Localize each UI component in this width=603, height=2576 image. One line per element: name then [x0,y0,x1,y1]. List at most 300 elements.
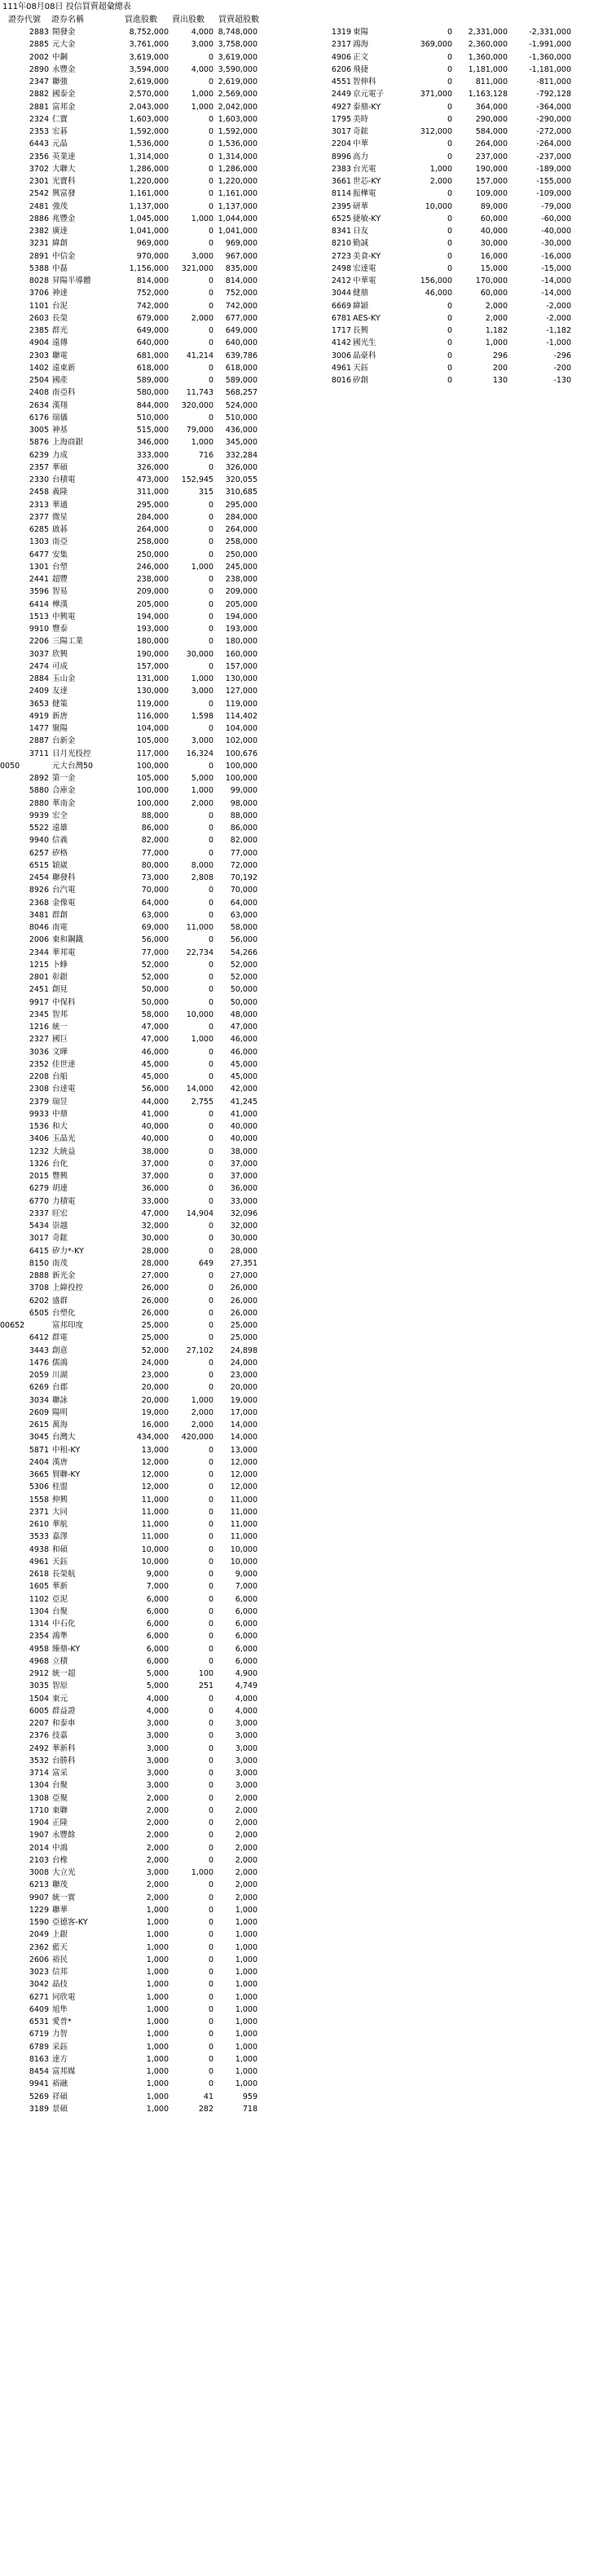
left-cell-sell: 41,214 [186,351,213,360]
left-cell-sell: 0 [208,1930,213,1940]
right-cell-buy: 2,000 [429,177,452,186]
left-cell-buy: 58,000 [141,1010,169,1019]
right-cell-name: 東陽 [353,28,369,37]
left-cell-code: 1590 [29,1918,49,1927]
left-cell-name: 中鋼 [52,52,68,62]
left-cell-buy: 580,000 [136,388,169,398]
left-cell-net: 1,220,000 [218,177,257,186]
left-cell-buy: 1,137,000 [129,201,169,211]
left-cell-code: 3481 [29,910,49,920]
left-cell-code: 2474 [29,661,49,671]
left-cell-net: 1,000 [235,1918,257,1927]
left-cell-sell: 1,000 [191,1395,213,1405]
left-cell-buy: 10,000 [141,1557,169,1566]
left-cell-net: 1,314,000 [218,152,257,161]
right-cell-buy: 10,000 [425,201,452,211]
left-cell-buy: 45,000 [141,1072,169,1081]
left-cell-name: 群益證 [52,1706,76,1716]
left-cell-buy: 434,000 [136,1433,169,1443]
left-cell-net: 14,000 [230,1421,257,1429]
left-cell-code: 6477 [29,550,49,559]
left-cell-name: 台泥 [52,301,68,311]
left-cell-sell: 0 [208,1222,213,1231]
right-cell-net: -79,000 [541,201,571,211]
left-cell-name: 聯強 [52,77,68,86]
left-cell-net: 17,000 [230,1407,257,1417]
left-cell-buy: 27,000 [141,1271,169,1280]
right-cell-sell: 264,000 [475,139,508,149]
left-cell-name: 國產 [52,376,68,385]
right-cell-name: 健鼎 [353,289,369,298]
left-cell-sell: 0 [208,1893,213,1902]
left-cell-net: 38,000 [230,1147,257,1156]
left-cell-sell: 8,000 [191,860,213,870]
left-cell-sell: 27,102 [186,1345,213,1355]
left-cell-buy: 6,000 [146,1619,169,1628]
left-cell-sell: 0 [208,886,213,895]
right-cell-name: 中華 [353,139,369,149]
left-cell-code: 2886 [29,214,49,223]
left-cell-sell: 0 [208,2004,213,2014]
left-cell-buy: 1,041,000 [129,227,169,236]
left-cell-name: 華南金 [52,798,76,808]
right-cell-buy: 0 [447,263,452,273]
left-cell-buy: 56,000 [141,935,169,945]
left-cell-buy: 50,000 [141,997,169,1007]
left-cell-code: 0050 [0,761,20,771]
left-cell-code: 2409 [29,687,49,696]
left-cell-name: 新光金 [52,1271,76,1280]
left-cell-code: 5880 [29,786,49,796]
left-cell-code: 00652 [0,1321,25,1330]
left-cell-sell: 1,000 [191,90,213,99]
left-cell-code: 4958 [29,1644,49,1654]
left-cell-name: 富采 [52,1769,68,1778]
left-cell-code: 1303 [29,537,49,547]
left-cell-net: 48,000 [230,1010,257,1019]
left-cell-code: 2884 [29,674,49,683]
left-cell-sell: 0 [208,1743,213,1753]
left-cell-code: 2208 [29,1072,49,1081]
left-cell-sell: 1,000 [191,674,213,683]
left-cell-name: 桂盟 [52,1482,68,1492]
left-cell-code: 2344 [29,948,49,957]
left-cell-name: 中磊 [52,263,68,273]
left-cell-buy: 6,000 [146,1632,169,1641]
left-cell-net: 32,096 [230,1208,257,1218]
left-cell-name: 超豐 [52,575,68,584]
left-cell-sell: 0 [208,960,213,970]
left-cell-net: 6,000 [235,1644,257,1654]
right-cell-buy: 1,000 [429,164,452,174]
left-cell-buy: 23,000 [141,1371,169,1380]
left-cell-net: 1,041,000 [218,227,257,236]
left-cell-buy: 333,000 [136,450,169,460]
left-cell-code: 3706 [29,289,49,298]
left-cell-net: 12,000 [230,1482,257,1492]
left-cell-name: 崇越 [52,1222,68,1231]
left-cell-sell: 0 [208,462,213,472]
left-cell-buy: 130,000 [136,687,169,696]
left-cell-name: 祥碩 [52,2092,68,2101]
left-cell-sell: 321,000 [181,263,213,273]
left-cell-sell: 0 [208,1371,213,1380]
left-cell-net: 2,000 [235,1855,257,1865]
right-cell-net: -1,182 [546,326,571,335]
left-cell-name: 中信金 [52,251,76,261]
left-cell-net: 1,044,000 [218,214,257,223]
left-cell-name: 群光 [52,326,68,335]
right-cell-code: 8016 [331,376,351,385]
left-cell-code: 8163 [29,2054,49,2064]
right-cell-code: 2723 [331,251,351,261]
left-cell-code: 2882 [29,90,49,99]
left-cell-buy: 346,000 [136,438,169,448]
left-cell-sell: 0 [208,1606,213,1616]
left-cell-sell: 0 [208,1968,213,1977]
left-cell-sell: 0 [208,1570,213,1579]
left-cell-name: 安集 [52,550,68,559]
left-cell-buy: 194,000 [136,612,169,621]
left-cell-net: 33,000 [230,1196,257,1206]
right-cell-code: 6669 [331,301,351,311]
left-cell-name: 力智 [52,2030,68,2039]
left-cell-name: 川湖 [52,1371,68,1380]
left-cell-code: 3042 [29,1980,49,1990]
left-cell-buy: 157,000 [136,661,169,671]
right-cell-name: 矽創 [353,376,369,385]
left-cell-buy: 2,043,000 [129,102,169,112]
right-cell-sell: 15,000 [480,263,508,273]
left-cell-name: 群電 [52,1333,68,1343]
left-cell-code: 2408 [29,388,49,398]
left-cell-sell: 0 [208,77,213,86]
left-cell-code: 1513 [29,612,49,621]
left-cell-code: 2015 [29,1172,49,1181]
header-net: 買賣超股數 [218,15,259,24]
left-cell-buy: 1,000 [146,2054,169,2064]
left-cell-buy: 5,000 [146,1669,169,1678]
right-cell-sell: 237,000 [475,152,508,161]
left-cell-sell: 0 [208,1520,213,1529]
left-cell-net: 58,000 [230,923,257,932]
left-cell-sell: 0 [208,177,213,186]
left-cell-name: 大立光 [52,1868,76,1877]
left-cell-code: 2912 [29,1669,49,1678]
left-cell-net: 1,000 [235,1942,257,1952]
right-cell-net: -16,000 [541,251,571,261]
left-cell-name: 技嘉 [52,1731,68,1741]
left-cell-name: 日月光投控 [52,749,91,758]
left-cell-net: 25,000 [230,1321,257,1330]
left-cell-code: 1308 [29,1793,49,1803]
left-cell-name: 陽明 [52,1407,68,1417]
left-cell-code: 1402 [29,363,49,373]
left-cell-net: 1,137,000 [218,201,257,211]
right-cell-sell: 170,000 [475,276,508,285]
right-cell-name: 天鈺 [353,363,369,373]
left-cell-sell: 0 [208,625,213,634]
right-cell-net: -237,000 [536,152,571,161]
left-cell-net: 12,000 [230,1457,257,1467]
left-cell-sell: 0 [208,114,213,124]
left-cell-code: 6279 [29,1184,49,1194]
left-cell-name: 力成 [52,450,68,460]
left-cell-buy: 105,000 [136,774,169,783]
left-cell-code: 3406 [29,1134,49,1144]
left-cell-code: 9917 [29,997,49,1007]
right-cell-sell: 584,000 [475,127,508,136]
left-cell-buy: 326,000 [136,462,169,472]
left-cell-name: 聯茂 [52,1880,68,1890]
left-cell-code: 5876 [29,438,49,448]
left-cell-sell: 1,000 [191,562,213,572]
left-cell-net: 52,000 [230,973,257,982]
left-cell-code: 1304 [29,1606,49,1616]
right-cell-buy: 0 [447,313,452,323]
left-cell-net: 77,000 [230,848,257,858]
left-cell-sell: 0 [208,1172,213,1181]
left-cell-net: 14,000 [230,1433,257,1443]
left-cell-code: 2492 [29,1743,49,1753]
left-cell-net: 25,000 [230,1333,257,1343]
right-cell-code: 8996 [331,152,351,161]
left-cell-sell: 0 [208,1557,213,1566]
left-cell-code: 2303 [29,351,49,360]
right-cell-buy: 0 [447,77,452,86]
left-cell-net: 264,000 [225,525,257,534]
left-cell-net: 100,676 [225,749,257,758]
left-cell-name: 國泰金 [52,90,76,99]
left-cell-net: 13,000 [230,1445,257,1455]
left-cell-name: 創意 [52,1345,68,1355]
left-cell-buy: 50,000 [141,985,169,995]
left-cell-buy: 2,570,000 [129,90,169,99]
left-cell-net: 88,000 [230,811,257,820]
left-cell-code: 8028 [29,276,49,285]
left-cell-buy: 205,000 [136,599,169,609]
left-cell-sell: 0 [208,1234,213,1244]
left-cell-buy: 131,000 [136,674,169,683]
left-cell-name: 台聚 [52,1781,68,1791]
right-cell-buy: 156,000 [420,276,452,285]
left-cell-buy: 190,000 [136,649,169,659]
left-cell-name: 立積 [52,1656,68,1666]
left-cell-name: 上銀 [52,1930,68,1940]
left-cell-code: 2883 [29,28,49,37]
right-cell-net: -30,000 [541,239,571,249]
left-cell-net: 8,748,000 [218,28,257,37]
left-cell-code: 4961 [29,1557,49,1566]
left-cell-code: 2885 [29,40,49,50]
left-cell-code: 2609 [29,1407,49,1417]
left-cell-sell: 649 [198,1258,213,1268]
left-cell-name: 華邦電 [52,948,76,957]
right-cell-net: -264,000 [536,139,571,149]
right-cell-sell: 60,000 [480,214,508,223]
left-cell-sell: 22,734 [186,948,213,957]
left-cell-code: 4904 [29,338,49,348]
left-cell-code: 2881 [29,102,49,112]
left-cell-name: 盛群 [52,1296,68,1306]
left-cell-name: 智邦 [52,1010,68,1019]
right-cell-code: 3661 [331,177,351,186]
right-cell-sell: 811,000 [475,77,508,86]
left-cell-name: 元大台灣50 [52,761,94,771]
left-cell-name: 亞聚 [52,1793,68,1803]
left-cell-net: 4,000 [235,1694,257,1703]
right-cell-sell: 1,000 [485,338,508,348]
left-cell-sell: 0 [208,1980,213,1990]
left-cell-net: 2,000 [235,1818,257,1827]
left-cell-net: 2,000 [235,1793,257,1803]
left-cell-buy: 3,000 [146,1868,169,1877]
left-cell-name: 台新金 [52,736,76,746]
left-cell-net: 82,000 [230,836,257,846]
left-cell-buy: 37,000 [141,1172,169,1181]
left-cell-buy: 56,000 [141,1085,169,1094]
left-cell-code: 2353 [29,127,49,136]
left-cell-net: 104,000 [225,724,257,733]
left-cell-code: 2356 [29,152,49,161]
left-cell-net: 1,000 [235,1930,257,1940]
left-cell-buy: 8,752,000 [129,28,169,37]
left-cell-buy: 52,000 [141,1345,169,1355]
left-cell-net: 250,000 [225,550,257,559]
left-cell-net: 332,284 [225,450,257,460]
left-cell-buy: 510,000 [136,413,169,422]
left-cell-code: 2371 [29,1507,49,1517]
left-cell-name: 聯電 [52,351,68,360]
left-cell-sell: 2,000 [191,1421,213,1429]
left-cell-name: 合庫金 [52,786,76,796]
header-code: 證券代號 [8,15,41,24]
left-cell-code: 3596 [29,587,49,597]
left-cell-buy: 1,592,000 [129,127,169,136]
left-cell-name: 和大 [52,1122,68,1131]
left-cell-name: 中興電 [52,612,76,621]
left-cell-code: 9933 [29,1109,49,1119]
right-cell-net: -2,000 [546,301,571,311]
left-cell-net: 2,619,000 [218,77,257,86]
left-cell-code: 2207 [29,1719,49,1728]
left-cell-net: 2,000 [235,1843,257,1853]
header-name: 證券名稱 [51,15,84,24]
left-cell-name: 大聯大 [52,164,76,174]
left-cell-buy: 2,000 [146,1793,169,1803]
left-cell-sell: 0 [208,376,213,385]
left-cell-net: 45,000 [230,1072,257,1081]
left-cell-code: 6415 [29,1246,49,1256]
left-cell-sell: 0 [208,910,213,920]
right-cell-name: 世芯-KY [353,177,381,186]
right-cell-net: -1,181,000 [529,64,571,74]
right-cell-net: -2,331,000 [529,28,571,37]
left-cell-sell: 0 [208,1358,213,1368]
left-cell-net: 28,000 [230,1246,257,1256]
left-cell-name: 長榮 [52,313,68,323]
left-cell-code: 3035 [29,1681,49,1691]
left-cell-name: 啟碁 [52,525,68,534]
left-cell-buy: 28,000 [141,1246,169,1256]
left-cell-sell: 10,000 [186,1010,213,1019]
left-cell-net: 4,900 [235,1669,257,1678]
left-cell-name: 儒鴻 [52,1358,68,1368]
left-cell-buy: 3,000 [146,1781,169,1791]
left-cell-buy: 1,161,000 [129,189,169,199]
left-cell-buy: 9,000 [146,1570,169,1579]
left-cell-name: 瑞昱 [52,1097,68,1107]
left-cell-sell: 0 [208,1992,213,2002]
right-cell-code: 2498 [331,263,351,273]
left-cell-net: 677,000 [225,313,257,323]
left-cell-sell: 0 [208,1047,213,1057]
left-cell-code: 4919 [29,711,49,721]
left-cell-net: 1,000 [235,1980,257,1990]
left-cell-net: 1,000 [235,2054,257,2064]
left-cell-name: 中鼎 [52,1109,68,1119]
right-cell-net: -290,000 [536,114,571,124]
left-cell-name: 和泰車 [52,1719,76,1728]
left-cell-sell: 0 [208,1656,213,1666]
left-cell-buy: 4,000 [146,1694,169,1703]
left-cell-net: 2,000 [235,1880,257,1890]
left-cell-net: 63,000 [230,910,257,920]
left-cell-net: 2,000 [235,1805,257,1815]
left-cell-buy: 311,000 [136,488,169,497]
left-cell-buy: 2,000 [146,1855,169,1865]
left-cell-net: 1,592,000 [218,127,257,136]
left-cell-name: 永豐餘 [52,1831,76,1840]
left-cell-name: 統一實 [52,1893,76,1902]
left-cell-sell: 2,000 [191,1407,213,1417]
right-cell-sell: 60,000 [480,289,508,298]
right-cell-name: 正文 [353,52,369,62]
left-cell-code: 1232 [29,1147,49,1156]
left-cell-net: 1,000 [235,2067,257,2076]
right-cell-name: 高力 [353,152,369,161]
left-cell-code: 1229 [29,1905,49,1915]
left-cell-code: 3533 [29,1532,49,1542]
left-cell-name: 遠東新 [52,363,76,373]
left-cell-buy: 1,000 [146,2104,169,2114]
left-cell-sell: 0 [208,1905,213,1915]
right-cell-code: 2317 [331,40,351,50]
left-cell-code: 2379 [29,1097,49,1107]
left-cell-name: 元晶 [52,139,68,149]
left-cell-name: 萬海 [52,1421,68,1429]
left-cell-code: 2347 [29,77,49,86]
left-cell-net: 649,000 [225,326,257,335]
left-cell-code: 6719 [29,2030,49,2039]
left-cell-sell: 79,000 [186,426,213,435]
left-cell-code: 1536 [29,1122,49,1131]
right-cell-code: 4906 [331,52,351,62]
right-cell-name: 長興 [353,326,369,335]
left-cell-net: 1,000 [235,2017,257,2026]
left-cell-name: 玉山金 [52,674,76,683]
right-cell-code: 4142 [331,338,351,348]
left-cell-net: 193,000 [225,625,257,634]
left-cell-net: 1,603,000 [218,114,257,124]
left-cell-buy: 64,000 [141,898,169,908]
right-cell-net: -792,128 [536,90,571,99]
left-cell-name: 義隆 [52,488,68,497]
left-cell-net: 46,000 [230,1035,257,1045]
left-cell-code: 6239 [29,450,49,460]
left-cell-net: 3,000 [235,1743,257,1753]
left-cell-sell: 0 [208,1333,213,1343]
